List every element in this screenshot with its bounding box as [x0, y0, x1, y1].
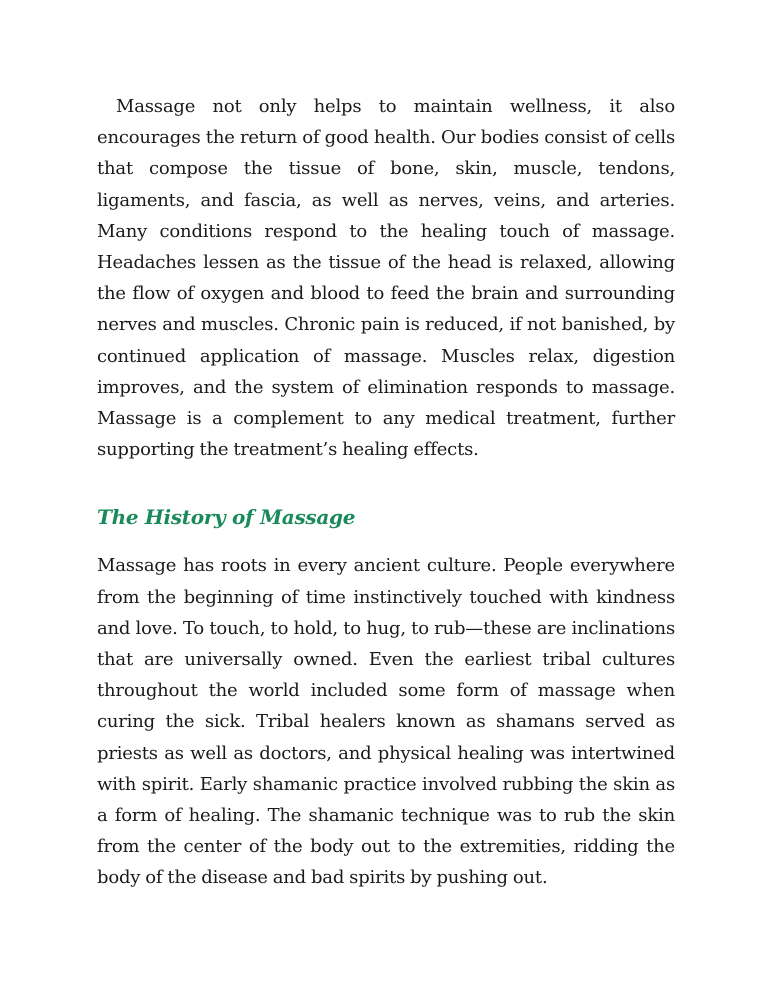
page-content	[97, 91, 675, 894]
intro-paragraph: Massage not only helps to maintain wellness, it also encourages the return of good health. Our bodies consist of cells that compose the tissue of bone, skin, muscle, tendons, ligaments, and fascia, as well as nerves, veins, and arteries. Many conditions respond to the healing touch of massage. Headaches lessen as the tissue of the head is relaxed, allowing the flow of oxygen and blood to feed the brain and surrounding nerves and muscles. Chronic pain is reduced, if not banished, by continued application of massage. Muscles relax, digestion improves, and the system of elimination responds to massage. Massage is a complement to any medical treatment, further supporting the treatment’s healing effects.	[97, 96, 675, 461]
section-heading: The History of Massage	[97, 505, 356, 530]
history-paragraph: Massage has roots in every ancient culture. People everywhere from the beginning of time instinctively touched with kindness and love. To touch, to hold, to hug, to rub—these are inclinations that are universally owned. Even the earliest tribal cultures throughout the world included some form of massage when curing the sick. Tribal healers known as shamans served as priests as well as doctors, and physical healing was intertwined with spirit. Early shamanic practice involved rubbing the skin as a form of healing. The shamanic technique was to rub the skin from the center of the body out to the extremities, ridding the body of the disease and bad spirits by pushing out.	[97, 555, 675, 889]
